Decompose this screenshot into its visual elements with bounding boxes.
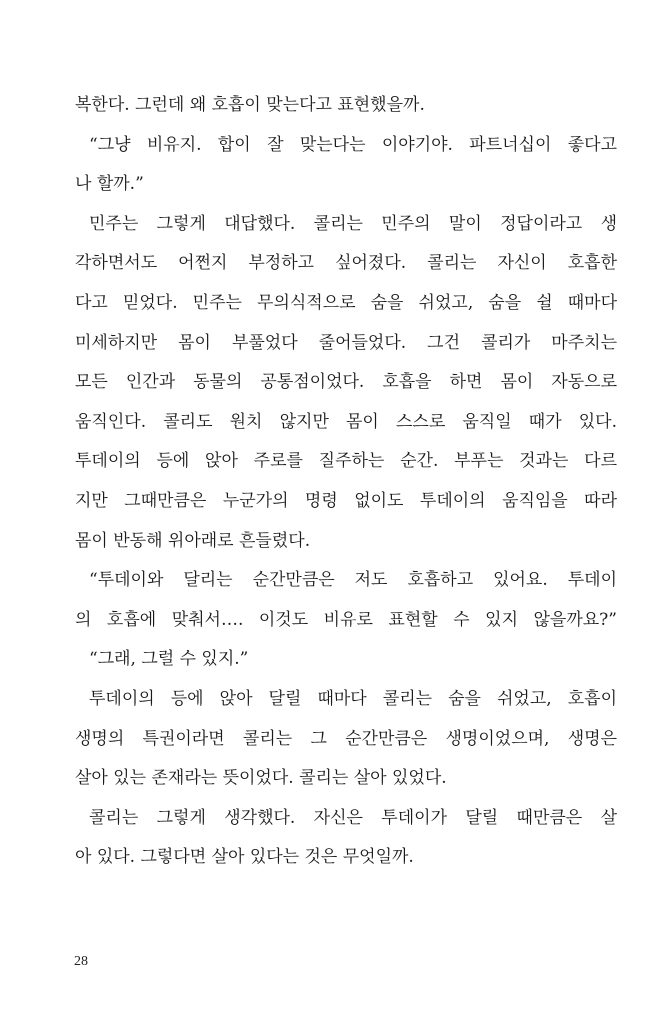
text-line: 다고 믿었다. 민주는 무의식적으로 숨을 쉬었고, 숨을 쉴 때마다	[75, 292, 617, 313]
text-line: 생명의 특권이라면 콜리는 그 순간만큼은 생명이었으며, 생명은	[75, 728, 617, 749]
text-line: 모든 인간과 동물의 공통점이었다. 호흡을 하면 몸이 자동으로	[75, 372, 617, 393]
text-line: “그래, 그럴 수 있지.”	[89, 649, 249, 670]
text-line: 의 호흡에 맞춰서…. 이것도 비유로 표현할 수 있지 않을까요?”	[75, 609, 617, 630]
text-line: “투데이와 달리는 순간만큼은 저도 호흡하고 있어요. 투데이	[89, 570, 617, 591]
text-line: 움직인다. 콜리도 원치 않지만 몸이 스스로 움직일 때가 있다.	[75, 411, 617, 432]
text-line: 투데이의 등에 앉아 주로를 질주하는 순간. 부푸는 것과는 다르	[75, 451, 617, 472]
text-line: 아 있다. 그렇다면 살아 있다는 것은 무엇일까.	[75, 847, 414, 868]
text-line: 민주는 그렇게 대답했다. 콜리는 민주의 말이 정답이라고 생	[89, 213, 617, 234]
text-line: 몸이 반동해 위아래로 흔들렸다.	[75, 530, 311, 551]
text-line: 미세하지만 몸이 부풀었다 줄어들었다. 그건 콜리가 마주치는	[75, 332, 617, 353]
text-line: 각하면서도 어쩐지 부정하고 싶어졌다. 콜리는 자신이 호흡한	[75, 253, 617, 274]
page-number: 28	[74, 954, 88, 969]
text-line: 지만 그때만큼은 누군가의 명령 없이도 투데이의 움직임을 따라	[75, 490, 617, 511]
text-line: “그냥 비유지. 합이 잘 맞는다는 이야기야. 파트너십이 좋다고	[89, 134, 617, 155]
text-line: 투데이의 등에 앉아 달릴 때마다 콜리는 숨을 쉬었고, 호흡이	[89, 688, 617, 709]
text-line: 나 할까.”	[75, 174, 144, 195]
text-line: 살아 있는 존재라는 뜻이었다. 콜리는 살아 있었다.	[75, 768, 447, 789]
text-line: 콜리는 그렇게 생각했다. 자신은 투데이가 달릴 때만큼은 살	[89, 807, 617, 828]
text-line: 복한다. 그런데 왜 호흡이 맞는다고 표현했을까.	[75, 95, 425, 115]
page-body-text	[75, 88, 617, 880]
